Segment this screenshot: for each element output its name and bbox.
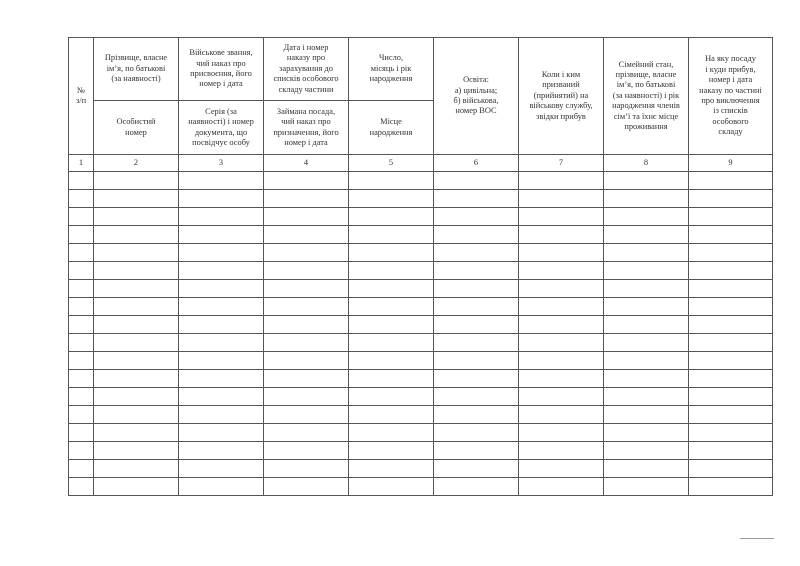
table-cell[interactable] (519, 442, 604, 460)
table-row (69, 280, 773, 298)
table-cell[interactable] (264, 244, 349, 262)
table-cell[interactable] (604, 262, 689, 280)
header-rank-cell: Військове звання, чий наказ про присвоєння, його номер і дата (179, 38, 264, 101)
table-cell[interactable] (604, 244, 689, 262)
table-row (69, 208, 773, 226)
table-cell[interactable] (349, 316, 434, 334)
table-cell[interactable] (94, 478, 179, 496)
table-cell[interactable] (604, 316, 689, 334)
table-cell[interactable] (519, 388, 604, 406)
table-cell[interactable] (179, 316, 264, 334)
personnel-register-table (68, 37, 773, 496)
header-position-cell: Займана посада, чий наказ про призначення, його номер і дата (264, 101, 349, 155)
table-cell[interactable] (434, 352, 519, 370)
table-cell[interactable] (604, 208, 689, 226)
table-cell[interactable] (179, 244, 264, 262)
header-id-document-cell: Серія (за наявності) і номер документа, що посвідчує особу (179, 101, 264, 155)
table-row (69, 262, 773, 280)
table-row (69, 172, 773, 190)
header-number-cell: № з/п (69, 38, 94, 155)
table-cell[interactable] (434, 262, 519, 280)
table-cell[interactable] (179, 226, 264, 244)
table-cell[interactable] (69, 226, 94, 244)
table-cell[interactable] (519, 460, 604, 478)
table-cell[interactable] (69, 334, 94, 352)
table-cell[interactable] (349, 406, 434, 424)
table-cell[interactable] (604, 280, 689, 298)
table-row (69, 190, 773, 208)
table-cell[interactable] (604, 406, 689, 424)
table-cell[interactable] (434, 190, 519, 208)
table-cell[interactable] (604, 190, 689, 208)
table-cell[interactable] (434, 244, 519, 262)
table-cell[interactable] (689, 172, 773, 190)
table-cell[interactable] (434, 424, 519, 442)
column-number: 3 (179, 155, 264, 172)
table-cell[interactable] (689, 208, 773, 226)
table-row (69, 406, 773, 424)
table-cell[interactable] (179, 190, 264, 208)
table-cell[interactable] (94, 406, 179, 424)
table-cell[interactable] (519, 172, 604, 190)
column-number: 8 (604, 155, 689, 172)
table-cell[interactable] (94, 208, 179, 226)
table-cell[interactable] (689, 280, 773, 298)
table-cell[interactable] (69, 262, 94, 280)
table-cell[interactable] (179, 424, 264, 442)
table-cell[interactable] (94, 190, 179, 208)
register-body (69, 172, 773, 496)
table-cell[interactable] (519, 370, 604, 388)
table-cell[interactable] (349, 172, 434, 190)
table-cell[interactable] (689, 352, 773, 370)
table-cell[interactable] (94, 316, 179, 334)
table-cell[interactable] (349, 442, 434, 460)
table-cell[interactable] (519, 280, 604, 298)
table-cell[interactable] (264, 388, 349, 406)
table-cell[interactable] (519, 406, 604, 424)
table-cell[interactable] (349, 190, 434, 208)
table-cell[interactable] (604, 442, 689, 460)
table-cell[interactable] (179, 280, 264, 298)
column-number: 9 (689, 155, 773, 172)
table-cell[interactable] (434, 208, 519, 226)
table-cell[interactable] (434, 316, 519, 334)
table-cell[interactable] (69, 388, 94, 406)
table-cell[interactable] (604, 172, 689, 190)
table-cell[interactable] (349, 478, 434, 496)
table-cell[interactable] (519, 190, 604, 208)
table-cell[interactable] (179, 172, 264, 190)
table-row (69, 442, 773, 460)
table-cell[interactable] (264, 424, 349, 442)
table-cell[interactable] (69, 478, 94, 496)
column-number: 4 (264, 155, 349, 172)
table-cell[interactable] (519, 226, 604, 244)
table-cell[interactable] (264, 316, 349, 334)
table-cell[interactable] (264, 478, 349, 496)
table-cell[interactable] (434, 280, 519, 298)
table-cell[interactable] (519, 208, 604, 226)
table-row (69, 334, 773, 352)
table-cell[interactable] (69, 460, 94, 478)
table-cell[interactable] (349, 424, 434, 442)
table-cell[interactable] (689, 262, 773, 280)
table-cell[interactable] (69, 208, 94, 226)
table-cell[interactable] (689, 190, 773, 208)
table-cell[interactable] (434, 460, 519, 478)
table-cell[interactable] (264, 370, 349, 388)
table-cell[interactable] (689, 406, 773, 424)
column-number-row (69, 155, 773, 172)
table-cell[interactable] (179, 298, 264, 316)
header-full-name-cell: Прізвище, власне ім’я, по батькові (за наявності) (94, 38, 179, 101)
table-cell[interactable] (264, 262, 349, 280)
table-cell[interactable] (689, 478, 773, 496)
table-cell[interactable] (434, 442, 519, 460)
table-cell[interactable] (689, 388, 773, 406)
table-cell[interactable] (519, 352, 604, 370)
table-cell[interactable] (604, 460, 689, 478)
footer-divider (740, 538, 774, 539)
column-number: 5 (349, 155, 434, 172)
table-cell[interactable] (519, 298, 604, 316)
table-cell[interactable] (69, 442, 94, 460)
table-cell[interactable] (179, 478, 264, 496)
table-cell[interactable] (69, 424, 94, 442)
table-cell[interactable] (94, 280, 179, 298)
table-cell[interactable] (179, 370, 264, 388)
table-cell[interactable] (179, 406, 264, 424)
table-cell[interactable] (689, 316, 773, 334)
table-row (69, 478, 773, 496)
table-cell[interactable] (349, 208, 434, 226)
table-cell[interactable] (604, 424, 689, 442)
table-cell[interactable] (179, 208, 264, 226)
table-cell[interactable] (349, 334, 434, 352)
header-education-cell: Освіта: а) цивільна; б) військова, номер ВОС (434, 38, 519, 155)
table-cell[interactable] (519, 334, 604, 352)
column-number: 2 (94, 155, 179, 172)
header-personal-number-cell: Особистий номер (94, 101, 179, 155)
table-cell[interactable] (349, 280, 434, 298)
table-cell[interactable] (94, 388, 179, 406)
table-cell[interactable] (689, 244, 773, 262)
table-cell[interactable] (264, 226, 349, 244)
table-cell[interactable] (349, 352, 434, 370)
table-cell[interactable] (94, 460, 179, 478)
table-cell[interactable] (604, 370, 689, 388)
table-cell[interactable] (519, 478, 604, 496)
table-cell[interactable] (604, 388, 689, 406)
table-cell[interactable] (69, 406, 94, 424)
table-cell[interactable] (69, 370, 94, 388)
header-conscription-cell: Коли і ким призваний (прийнятий) на військову службу, звідки прибув (519, 38, 604, 155)
table-cell[interactable] (69, 172, 94, 190)
table-row (69, 352, 773, 370)
table-cell[interactable] (264, 460, 349, 478)
table-cell[interactable] (264, 208, 349, 226)
table-row (69, 424, 773, 442)
table-cell[interactable] (434, 406, 519, 424)
table-cell[interactable] (94, 298, 179, 316)
header-exclusion-cell: На яку посаду і куди прибув, номер і дата наказу по частині про виключення із списків особового складу (689, 38, 773, 155)
header-birth-place-cell: Місце народження (349, 101, 434, 155)
table-cell[interactable] (264, 352, 349, 370)
column-number: 1 (69, 155, 94, 172)
table-row (69, 460, 773, 478)
table-cell[interactable] (519, 316, 604, 334)
table-cell[interactable] (179, 334, 264, 352)
table-cell[interactable] (179, 388, 264, 406)
table-row (69, 388, 773, 406)
table-cell[interactable] (604, 334, 689, 352)
table-row (69, 370, 773, 388)
table-cell[interactable] (519, 424, 604, 442)
table-cell[interactable] (349, 262, 434, 280)
table-cell[interactable] (349, 388, 434, 406)
table-cell[interactable] (434, 334, 519, 352)
column-number: 7 (519, 155, 604, 172)
table-cell[interactable] (264, 334, 349, 352)
table-row (69, 298, 773, 316)
table-cell[interactable] (69, 316, 94, 334)
table-cell[interactable] (349, 244, 434, 262)
table-cell[interactable] (94, 262, 179, 280)
table-cell[interactable] (689, 334, 773, 352)
table-cell[interactable] (264, 280, 349, 298)
table-cell[interactable] (349, 226, 434, 244)
table-cell[interactable] (349, 298, 434, 316)
table-cell[interactable] (94, 226, 179, 244)
table-cell[interactable] (69, 244, 94, 262)
table-cell[interactable] (264, 172, 349, 190)
table-cell[interactable] (179, 460, 264, 478)
table-cell[interactable] (69, 352, 94, 370)
table-cell[interactable] (604, 298, 689, 316)
table-cell[interactable] (264, 442, 349, 460)
table-cell[interactable] (94, 352, 179, 370)
table-cell[interactable] (179, 352, 264, 370)
table-cell[interactable] (94, 172, 179, 190)
table-cell[interactable] (264, 406, 349, 424)
table-cell[interactable] (689, 226, 773, 244)
table-cell[interactable] (94, 244, 179, 262)
table-cell[interactable] (434, 478, 519, 496)
table-cell[interactable] (94, 370, 179, 388)
table-cell[interactable] (434, 226, 519, 244)
table-cell[interactable] (434, 370, 519, 388)
table-cell[interactable] (349, 460, 434, 478)
table-cell[interactable] (69, 298, 94, 316)
table-cell[interactable] (94, 334, 179, 352)
table-cell[interactable] (94, 442, 179, 460)
table-cell[interactable] (264, 298, 349, 316)
table-cell[interactable] (689, 442, 773, 460)
table-cell[interactable] (94, 424, 179, 442)
header-enlistment-order-cell: Дата і номер наказу про зарахування до списків особового складу частини (264, 38, 349, 101)
table-cell[interactable] (179, 442, 264, 460)
table-row (69, 244, 773, 262)
table-cell[interactable] (349, 370, 434, 388)
table-cell[interactable] (604, 226, 689, 244)
table-cell[interactable] (604, 478, 689, 496)
table-cell[interactable] (434, 298, 519, 316)
table-cell[interactable] (604, 352, 689, 370)
header-row-top (69, 38, 773, 101)
column-number: 6 (434, 155, 519, 172)
table-cell[interactable] (434, 172, 519, 190)
table-cell[interactable] (689, 460, 773, 478)
table-cell[interactable] (689, 298, 773, 316)
table-cell[interactable] (69, 190, 94, 208)
table-cell[interactable] (434, 388, 519, 406)
table-cell[interactable] (519, 262, 604, 280)
header-family-status-cell: Сімейний стан, прізвище, власне ім’я, по батькові (за наявності) і рік народження членів сім’ї та їхнє місце проживання (604, 38, 689, 155)
table-cell[interactable] (264, 190, 349, 208)
table-cell[interactable] (689, 370, 773, 388)
table-row (69, 226, 773, 244)
table-cell[interactable] (179, 262, 264, 280)
table-cell[interactable] (69, 280, 94, 298)
table-row (69, 316, 773, 334)
table-cell[interactable] (519, 244, 604, 262)
table-cell[interactable] (689, 424, 773, 442)
personnel-register-form (68, 37, 773, 496)
header-birth-date-cell: Число, місяць і рік народження (349, 38, 434, 101)
